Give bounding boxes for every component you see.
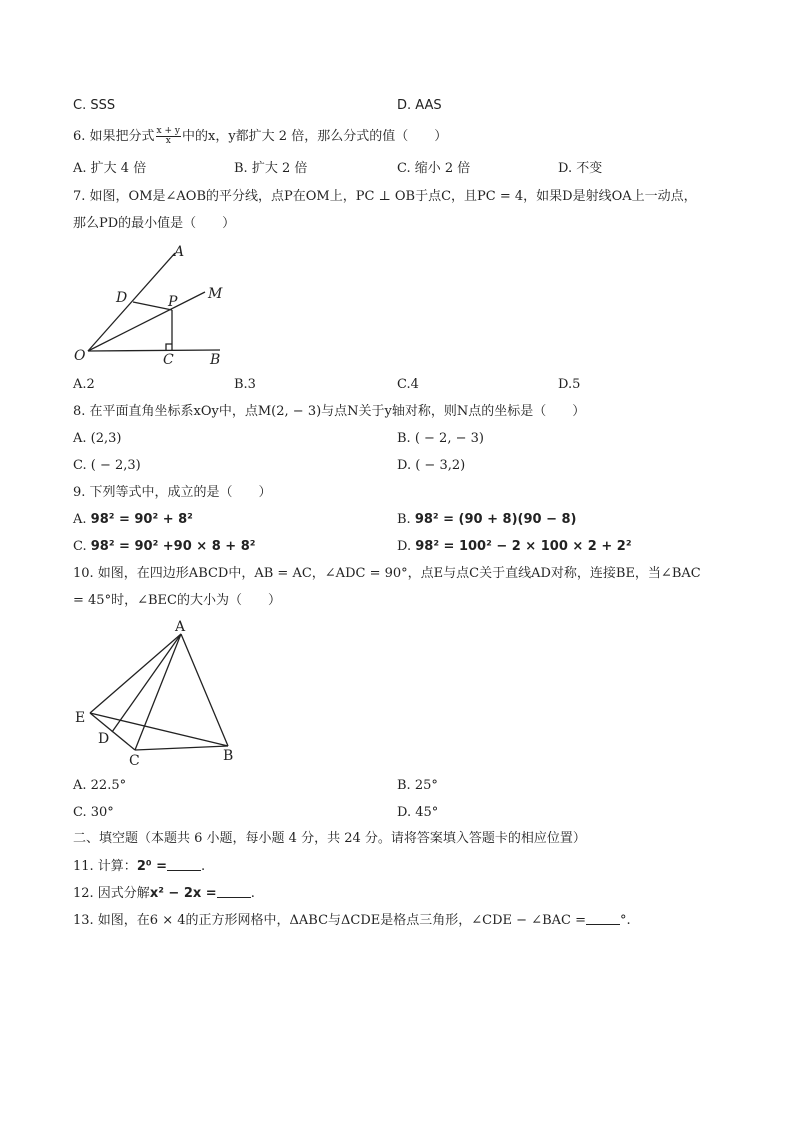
q8-option-c: C. ( − 2,3) (73, 458, 141, 473)
q10-figure (70, 615, 245, 770)
q7-stem-line1: 7. 如图，OM是∠AOB的平分线，点P在OM上，PC ⊥ OB于点C，且PC = 4，如果D是射线OA上一动点， (73, 189, 697, 204)
q7-option-b: B.3 (234, 377, 256, 392)
label-B: B (210, 352, 221, 368)
q10-stem-line2: = 45°时，∠BEC的大小为（ ） (73, 593, 281, 608)
q9-option-c: C. 98² = 90² +90 × 8 + 8² (73, 539, 256, 554)
ray-oa (88, 253, 175, 351)
segment-ae (90, 634, 181, 713)
q10-option-a: A. 22.5° (73, 778, 127, 793)
q6-stem (73, 127, 447, 146)
label-C: C (163, 352, 174, 368)
q7-option-d: D.5 (558, 377, 581, 392)
q6-option-b: B. 扩大 2 倍 (234, 161, 308, 176)
q6-option-d: D. 不变 (558, 161, 603, 176)
label-C: C (129, 753, 140, 769)
q7-option-a: A.2 (73, 377, 95, 392)
label-A: A (175, 619, 186, 635)
q8-option-b: B. ( − 2, − 3) (397, 431, 484, 446)
q6-frac-den: x (165, 136, 171, 146)
q6-stem-post: 中的x，y都扩大 2 倍，那么分式的值（ ） (181, 129, 448, 144)
q6-option-c: C. 缩小 2 倍 (397, 161, 471, 176)
q8-option-d: D. ( − 3,2) (397, 458, 466, 473)
right-angle-mark (166, 344, 172, 350)
ray-ob (88, 350, 220, 351)
label-B: B (223, 748, 234, 764)
q6-frac-num: x + y (156, 126, 180, 136)
q7-figure (70, 240, 240, 370)
q7-option-c: C.4 (397, 377, 419, 392)
q13: 13. 如图，在6 × 4的正方形网格中，ΔABC与ΔCDE是格点三角形，∠CDE − ∠BAC = °. (73, 913, 631, 928)
q13-answer-blank[interactable] (586, 912, 620, 925)
q5-option-c: C. SSS (73, 98, 116, 113)
label-E: E (75, 710, 86, 726)
q10-stem-line1: 10. 如图，在四边形ABCD中，AB = AC，∠ADC = 90°，点E与点C关于直线AD对称，连接BE，当∠BAC (73, 566, 701, 581)
q5-option-d: D. AAS (397, 98, 442, 113)
segment-dp (133, 302, 172, 310)
q10-option-b: B. 25° (397, 778, 438, 793)
label-P: P (168, 294, 178, 310)
label-D: D (116, 290, 128, 306)
label-D: D (98, 731, 110, 747)
ray-om (88, 292, 205, 351)
label-A: A (174, 244, 185, 260)
q10-option-d: D. 45° (397, 805, 439, 820)
segment-ab (181, 634, 228, 746)
segment-cb (135, 746, 228, 750)
q9-stem: 9. 下列等式中，成立的是（ ） (73, 485, 272, 500)
q11: 11. 计算：2⁰ = . (73, 859, 206, 874)
label-O: O (74, 348, 86, 364)
q6-fraction (156, 127, 181, 146)
q9-option-b: B. 98² = (90 + 8)(90 − 8) (397, 512, 577, 527)
q8-stem: 8. 在平面直角坐标系xOy中，点M(2, − 3)与点N关于y轴对称，则N点的坐标是（ ） (73, 404, 586, 419)
q12-answer-blank[interactable] (217, 885, 251, 898)
q11-answer-blank[interactable] (167, 858, 201, 871)
section-heading-fill-in: 二、填空题（本题共 6 小题，每小题 4 分，共 24 分。请将答案填入答题卡的相应位置） (73, 831, 586, 846)
q7-stem-line2: 那么PD的最小值是（ ） (73, 216, 236, 231)
q6-stem-pre: 6. 如果把分式 (73, 129, 155, 144)
q9-option-d: D. 98² = 100² − 2 × 100 × 2 + 2² (397, 539, 632, 554)
q10-option-c: C. 30° (73, 805, 114, 820)
label-M: M (208, 286, 223, 302)
q6-option-a: A. 扩大 4 倍 (73, 161, 147, 176)
segment-ad (112, 634, 181, 732)
q8-option-a: A. (2,3) (73, 431, 122, 446)
q12: 12. 因式分解x² − 2x = . (73, 886, 255, 901)
q9-option-a: A. 98² = 90² + 8² (73, 512, 193, 527)
